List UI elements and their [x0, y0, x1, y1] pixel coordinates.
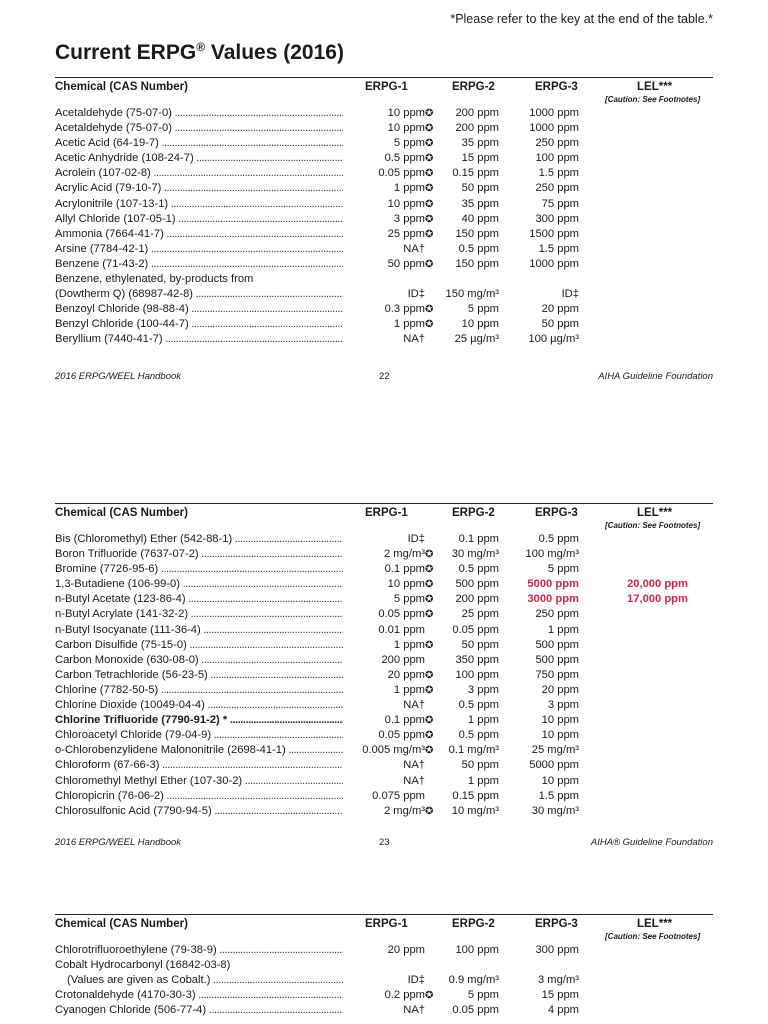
threshold-symbol: ✪	[425, 990, 434, 1002]
erpg3-value: 10 ppm	[541, 774, 579, 787]
erpg3-value: 250 ppm	[535, 182, 579, 195]
table-row	[55, 257, 713, 272]
table-row	[55, 683, 713, 698]
chemical-name: Acetic Acid (64-19-7) .....	[55, 136, 425, 151]
chemical-name: o-Chlorobenzylidene Malononitrile (2698-41-1) .....	[55, 743, 425, 758]
erpg2-value: 50 ppm	[461, 182, 499, 195]
table-header	[55, 503, 713, 528]
chemical-name: Acetaldehyde (75-07-0) .....	[55, 121, 425, 136]
chemical-name: Bis (Chloromethyl) Ether (542-88-1) .....	[55, 532, 425, 547]
table-row	[55, 562, 713, 577]
lel-value: 17,000 ppm	[627, 593, 688, 606]
threshold-symbol: ✪	[425, 609, 434, 621]
threshold-symbol: ✪	[425, 228, 434, 240]
erpg2-value: 10 ppm	[461, 318, 499, 331]
erpg1-value: 50 ppm	[343, 257, 425, 272]
table-row	[55, 287, 713, 302]
chemical-name: Acetaldehyde (75-07-0) .....	[55, 106, 425, 121]
table-row	[55, 958, 713, 973]
erpg2-value: 0.15 ppm	[452, 789, 499, 802]
caution-note: [Caution: See Footnotes]	[605, 932, 701, 941]
erpg1-value: ID‡	[343, 973, 425, 988]
chemical-name: Chloroacetyl Chloride (79-04-9) .....	[55, 728, 425, 743]
erpg1-value: 2 mg/m³	[343, 547, 425, 562]
erpg1-value: 0.05 ppm	[343, 166, 425, 181]
erpg1-value: 0.3 ppm	[343, 302, 425, 317]
erpg2-value: 0.1 ppm	[458, 533, 499, 545]
table-row	[55, 181, 713, 196]
table-row	[55, 728, 713, 743]
erpg2-value: 0.05 ppm	[452, 1004, 499, 1017]
erpg2-value: 0.05 ppm	[452, 623, 499, 636]
footer-foundation: AIHA Guideline Foundation	[598, 371, 713, 382]
chemical-name: Boron Trifluoride (7637-07-2) .....	[55, 547, 425, 562]
erpg2-value: 1 ppm	[467, 714, 499, 727]
threshold-symbol: ✪	[425, 304, 434, 316]
table-row	[55, 774, 713, 789]
caution-note: [Caution: See Footnotes]	[605, 95, 701, 104]
erpg3-value: 500 ppm	[535, 653, 579, 666]
page-number: 22	[379, 371, 390, 382]
threshold-symbol: ✪	[425, 198, 434, 210]
erpg2-value: 0.1 mg/m³	[448, 744, 499, 757]
column-header-chemical: Chemical (CAS Number)	[55, 81, 188, 93]
erpg1-value: 1 ppm	[343, 317, 425, 332]
erpg3-value: 10 ppm	[541, 714, 579, 727]
erpg1-value: ID‡	[343, 532, 425, 547]
erpg1-value: 5 ppm	[343, 136, 425, 151]
erpg1-value: 10 ppm	[343, 577, 425, 592]
erpg2-value: 200 ppm	[455, 593, 499, 606]
erpg2-value: 150 ppm	[455, 227, 499, 240]
threshold-symbol: ✪	[425, 745, 434, 757]
table-row	[55, 197, 713, 212]
erpg3-value: 1000 ppm	[529, 122, 579, 135]
column-header-chemical: Chemical (CAS Number)	[55, 918, 188, 930]
erpg3-value: 300 ppm	[535, 212, 579, 225]
column-header-erpg3: ERPG-3	[535, 507, 578, 519]
erpg2-value: 150 ppm	[455, 257, 499, 270]
table-row	[55, 943, 713, 958]
chemical-name: 1,3-Butadiene (106-99-0) .....	[55, 577, 425, 592]
erpg1-value: NA†	[343, 242, 425, 257]
erpg2-value: 0.5 ppm	[458, 563, 499, 576]
erpg3-value: 15 ppm	[541, 989, 579, 1002]
erpg2-value: 0.9 mg/m³	[448, 974, 499, 987]
column-header-erpg1: ERPG-1	[365, 81, 408, 93]
erpg3-value: 1 ppm	[547, 623, 579, 636]
chemical-name: Chlorine Trifluoride (7790-91-2) * .....	[55, 713, 425, 728]
chemical-name: Acrylic Acid (79-10-7) .....	[55, 181, 425, 196]
threshold-symbol: ✪	[425, 579, 434, 591]
erpg2-value: 100 ppm	[455, 668, 499, 681]
column-header-erpg2: ERPG-2	[452, 507, 495, 519]
threshold-symbol: ✪	[425, 549, 434, 561]
column-header-lel: LEL***	[637, 81, 673, 93]
erpg3-value: 500 ppm	[535, 638, 579, 651]
column-header-lel: LEL***	[637, 507, 673, 519]
erpg2-value: 200 ppm	[455, 107, 499, 119]
threshold-symbol: ✪	[425, 639, 434, 651]
chemical-name: Chlorine Dioxide (10049-04-4) .....	[55, 698, 425, 713]
table-row	[55, 151, 713, 166]
erpg1-value: 20 ppm	[343, 943, 425, 958]
table-row	[55, 532, 713, 547]
erpg3-value: 100 ppm	[535, 152, 579, 165]
erpg1-value: NA†	[343, 1003, 425, 1018]
erpg2-value: 50 ppm	[461, 759, 499, 772]
erpg3-value: 30 mg/m³	[531, 804, 579, 817]
threshold-symbol: ✪	[425, 715, 434, 727]
erpg3-value: 1000 ppm	[529, 257, 579, 270]
erpg3-value: 250 ppm	[535, 608, 579, 621]
column-header-erpg3: ERPG-3	[535, 918, 578, 930]
erpg2-value: 100 ppm	[455, 944, 499, 956]
chemical-name: Carbon Monoxide (630-08-0) .....	[55, 653, 425, 668]
erpg3-value: 1000 ppm	[529, 107, 579, 119]
erpg2-value: 50 ppm	[461, 638, 499, 651]
lel-value: 20,000 ppm	[627, 578, 688, 591]
erpg3-value: 20 ppm	[541, 683, 579, 696]
erpg3-value: 300 ppm	[535, 944, 579, 956]
chemical-name: Benzoyl Chloride (98-88-4) .....	[55, 302, 425, 317]
table-row	[55, 121, 713, 136]
erpg2-value: 0.15 ppm	[452, 167, 499, 180]
erpg1-value: NA†	[343, 774, 425, 789]
erpg3-value: 5000 ppm	[527, 578, 579, 591]
erpg3-value: 1.5 ppm	[538, 789, 579, 802]
erpg3-value: 5 ppm	[547, 563, 579, 576]
chemical-name: Chlorotrifluoroethylene (79-38-9) .....	[55, 943, 425, 958]
erpg-table-section-1	[55, 77, 713, 348]
erpg2-value: 0.5 ppm	[458, 699, 499, 712]
table-row	[55, 607, 713, 622]
threshold-symbol: ✪	[425, 564, 434, 576]
erpg1-value: 10 ppm	[343, 197, 425, 212]
erpg3-value: 1.5 ppm	[538, 242, 579, 255]
footer-foundation: AIHA® Guideline Foundation	[590, 837, 713, 848]
table-row	[55, 227, 713, 242]
table-row	[55, 272, 713, 287]
erpg3-value: 3000 ppm	[527, 593, 579, 606]
erpg1-value: 2 mg/m³	[343, 804, 425, 819]
table-row	[55, 789, 713, 804]
table-row	[55, 242, 713, 257]
threshold-symbol: ✪	[425, 805, 434, 817]
table-row	[55, 1003, 713, 1018]
table-row	[55, 136, 713, 151]
erpg3-value: 5000 ppm	[529, 759, 579, 772]
refer-note: *Please refer to the key at the end of the table.*	[450, 12, 713, 26]
chemical-name: Carbon Disulfide (75-15-0) .....	[55, 638, 425, 653]
erpg1-value: ID‡	[343, 287, 425, 302]
table-row	[55, 653, 713, 668]
erpg1-value: 10 ppm	[343, 106, 425, 121]
chemical-name: Acrolein (107-02-8) .....	[55, 166, 425, 181]
chemical-name: Carbon Tetrachloride (56-23-5) .....	[55, 668, 425, 683]
erpg1-value: NA†	[343, 758, 425, 773]
chemical-name: Cobalt Hydrocarbonyl (16842-03-8)	[55, 959, 231, 972]
table-row	[55, 166, 713, 181]
threshold-symbol: ✪	[425, 168, 434, 180]
erpg1-value: 200 ppm	[343, 653, 425, 668]
erpg2-value: 10 mg/m³	[451, 804, 499, 817]
erpg2-value: 350 ppm	[455, 653, 499, 666]
erpg1-value: 0.1 ppm	[343, 713, 425, 728]
table-row	[55, 698, 713, 713]
erpg1-value: 3 ppm	[343, 212, 425, 227]
table-header	[55, 914, 713, 939]
column-header-erpg2: ERPG-2	[452, 918, 495, 930]
chemical-name: Benzyl Chloride (100-44-7) .....	[55, 317, 425, 332]
erpg2-value: 15 ppm	[461, 152, 499, 165]
caution-note: [Caution: See Footnotes]	[605, 521, 701, 530]
table-header	[55, 77, 713, 102]
footer-handbook: 2016 ERPG/WEEL Handbook	[55, 837, 182, 848]
erpg3-value: 3 mg/m³	[537, 974, 579, 987]
erpg1-value: 0.5 ppm	[343, 151, 425, 166]
erpg2-value: 30 mg/m³	[451, 548, 499, 561]
erpg1-value: 10 ppm	[343, 121, 425, 136]
erpg2-value: 1 ppm	[467, 774, 499, 787]
table-row	[55, 332, 713, 347]
table-row	[55, 988, 713, 1003]
chemical-name: Acrylonitrile (107-13-1) .....	[55, 197, 425, 212]
threshold-symbol: ✪	[425, 669, 434, 681]
erpg1-value: 0.005 mg/m³	[343, 743, 425, 758]
table-row	[55, 804, 713, 819]
erpg1-value: 0.01 ppm	[343, 623, 425, 638]
column-header-erpg1: ERPG-1	[365, 507, 408, 519]
erpg3-value: 1500 ppm	[529, 227, 579, 240]
threshold-symbol: ✪	[425, 730, 434, 742]
erpg1-value: 20 ppm	[343, 668, 425, 683]
chemical-name: Arsine (7784-42-1) .....	[55, 242, 425, 257]
threshold-symbol: ✪	[425, 123, 434, 135]
column-header-chemical: Chemical (CAS Number)	[55, 507, 188, 519]
erpg3-value: 250 ppm	[535, 137, 579, 150]
threshold-symbol: ✪	[425, 138, 434, 150]
table-row	[55, 623, 713, 638]
table-row	[55, 302, 713, 317]
threshold-symbol: ✪	[425, 319, 434, 331]
erpg1-value: 0.2 ppm	[343, 988, 425, 1003]
erpg2-value: 3 ppm	[467, 683, 499, 696]
erpg2-value: 5 ppm	[467, 989, 499, 1002]
threshold-symbol: ✪	[425, 684, 434, 696]
erpg3-value: 10 ppm	[541, 729, 579, 742]
chemical-name: Cyanogen Chloride (506-77-4) .....	[55, 1003, 425, 1018]
erpg1-value: 0.05 ppm	[343, 728, 425, 743]
table-row	[55, 212, 713, 227]
chemical-name: Chloropicrin (76-06-2) .....	[55, 789, 425, 804]
erpg1-value: 5 ppm	[343, 592, 425, 607]
chemical-name: Benzene (71-43-2) .....	[55, 257, 425, 272]
table-row	[55, 592, 713, 607]
table-row	[55, 668, 713, 683]
erpg2-value: 500 ppm	[455, 578, 499, 591]
column-header-lel: LEL***	[637, 918, 673, 930]
chemical-name: Crotonaldehyde (4170-30-3) .....	[55, 988, 425, 1003]
erpg2-value: 150 mg/m³	[445, 288, 499, 301]
table-row	[55, 638, 713, 653]
chemical-name: Benzene, ethylenated, by-products from	[55, 273, 254, 286]
erpg3-value: 20 ppm	[541, 303, 579, 316]
table-row	[55, 973, 713, 988]
erpg1-value: 1 ppm	[343, 683, 425, 698]
erpg3-value: ID‡	[561, 288, 579, 301]
erpg2-value: 25 µg/m³	[454, 333, 499, 346]
threshold-symbol: ✪	[425, 108, 434, 119]
erpg1-value: 0.075 ppm	[343, 789, 425, 804]
table-row	[55, 758, 713, 773]
chemical-name: Ammonia (7664-41-7) .....	[55, 227, 425, 242]
erpg2-value: 0.5 ppm	[458, 242, 499, 255]
table-row	[55, 713, 713, 728]
chemical-name: Allyl Chloride (107-05-1) .....	[55, 212, 425, 227]
threshold-symbol: ✪	[425, 213, 434, 225]
table-row	[55, 743, 713, 758]
erpg2-value: 40 ppm	[461, 212, 499, 225]
page-title: Current ERPG® Values (2016)	[55, 40, 344, 64]
erpg-table-section-2	[55, 503, 713, 819]
erpg1-value: 25 ppm	[343, 227, 425, 242]
erpg2-value: 35 ppm	[461, 137, 499, 150]
chemical-name: Beryllium (7440-41-7) .....	[55, 332, 425, 347]
erpg3-value: 75 ppm	[541, 197, 579, 210]
threshold-symbol: ✪	[425, 594, 434, 606]
chemical-name: (Dowtherm Q) (68987-42-8) .....	[55, 287, 425, 302]
erpg2-value: 5 ppm	[467, 303, 499, 316]
erpg2-value: 200 ppm	[455, 122, 499, 135]
threshold-symbol: ✪	[425, 183, 434, 195]
chemical-name: Chloroform (67-66-3) .....	[55, 758, 425, 773]
table-row	[55, 577, 713, 592]
threshold-symbol: ✪	[425, 153, 434, 165]
erpg3-value: 3 ppm	[547, 699, 579, 712]
chemical-name: Bromine (7726-95-6) .....	[55, 562, 425, 577]
erpg1-value: 0.1 ppm	[343, 562, 425, 577]
chemical-name: n-Butyl Acetate (123-86-4) .....	[55, 592, 425, 607]
erpg3-value: 4 ppm	[547, 1004, 579, 1017]
chemical-name: Acetic Anhydride (108-24-7) .....	[55, 151, 425, 166]
erpg1-value: 0.05 ppm	[343, 607, 425, 622]
erpg3-value: 100 mg/m³	[525, 548, 579, 561]
chemical-name: Chloromethyl Methyl Ether (107-30-2) .....	[55, 774, 425, 789]
chemical-name: Chlorine (7782-50-5) .....	[55, 683, 425, 698]
erpg1-value: NA†	[343, 698, 425, 713]
column-header-erpg2: ERPG-2	[452, 81, 495, 93]
table-row	[55, 317, 713, 332]
erpg3-value: 0.5 ppm	[538, 533, 579, 545]
chemical-name: (Values are given as Cobalt.) .....	[67, 973, 425, 988]
page-number: 23	[379, 837, 390, 848]
chemical-name: Chlorosulfonic Acid (7790-94-5) .....	[55, 804, 425, 819]
chemical-name: n-Butyl Acrylate (141-32-2) .....	[55, 607, 425, 622]
erpg2-value: 0.5 ppm	[458, 729, 499, 742]
erpg3-value: 1.5 ppm	[538, 167, 579, 180]
table-row	[55, 106, 713, 121]
erpg3-value: 750 ppm	[535, 668, 579, 681]
erpg1-value: 1 ppm	[343, 181, 425, 196]
erpg2-value: 35 ppm	[461, 197, 499, 210]
erpg3-value: 50 ppm	[541, 318, 579, 331]
chemical-name: n-Butyl Isocyanate (111-36-4) .....	[55, 623, 425, 638]
erpg1-value: 1 ppm	[343, 638, 425, 653]
table-row	[55, 547, 713, 562]
footer-handbook: 2016 ERPG/WEEL Handbook	[55, 371, 182, 382]
erpg-table-section-3	[55, 914, 713, 1018]
column-header-erpg3: ERPG-3	[535, 81, 578, 93]
column-header-erpg1: ERPG-1	[365, 918, 408, 930]
erpg1-value: NA†	[343, 332, 425, 347]
erpg2-value: 25 ppm	[461, 608, 499, 621]
erpg3-value: 25 mg/m³	[531, 744, 579, 757]
threshold-symbol: ✪	[425, 258, 434, 270]
erpg3-value: 100 µg/m³	[528, 333, 579, 346]
